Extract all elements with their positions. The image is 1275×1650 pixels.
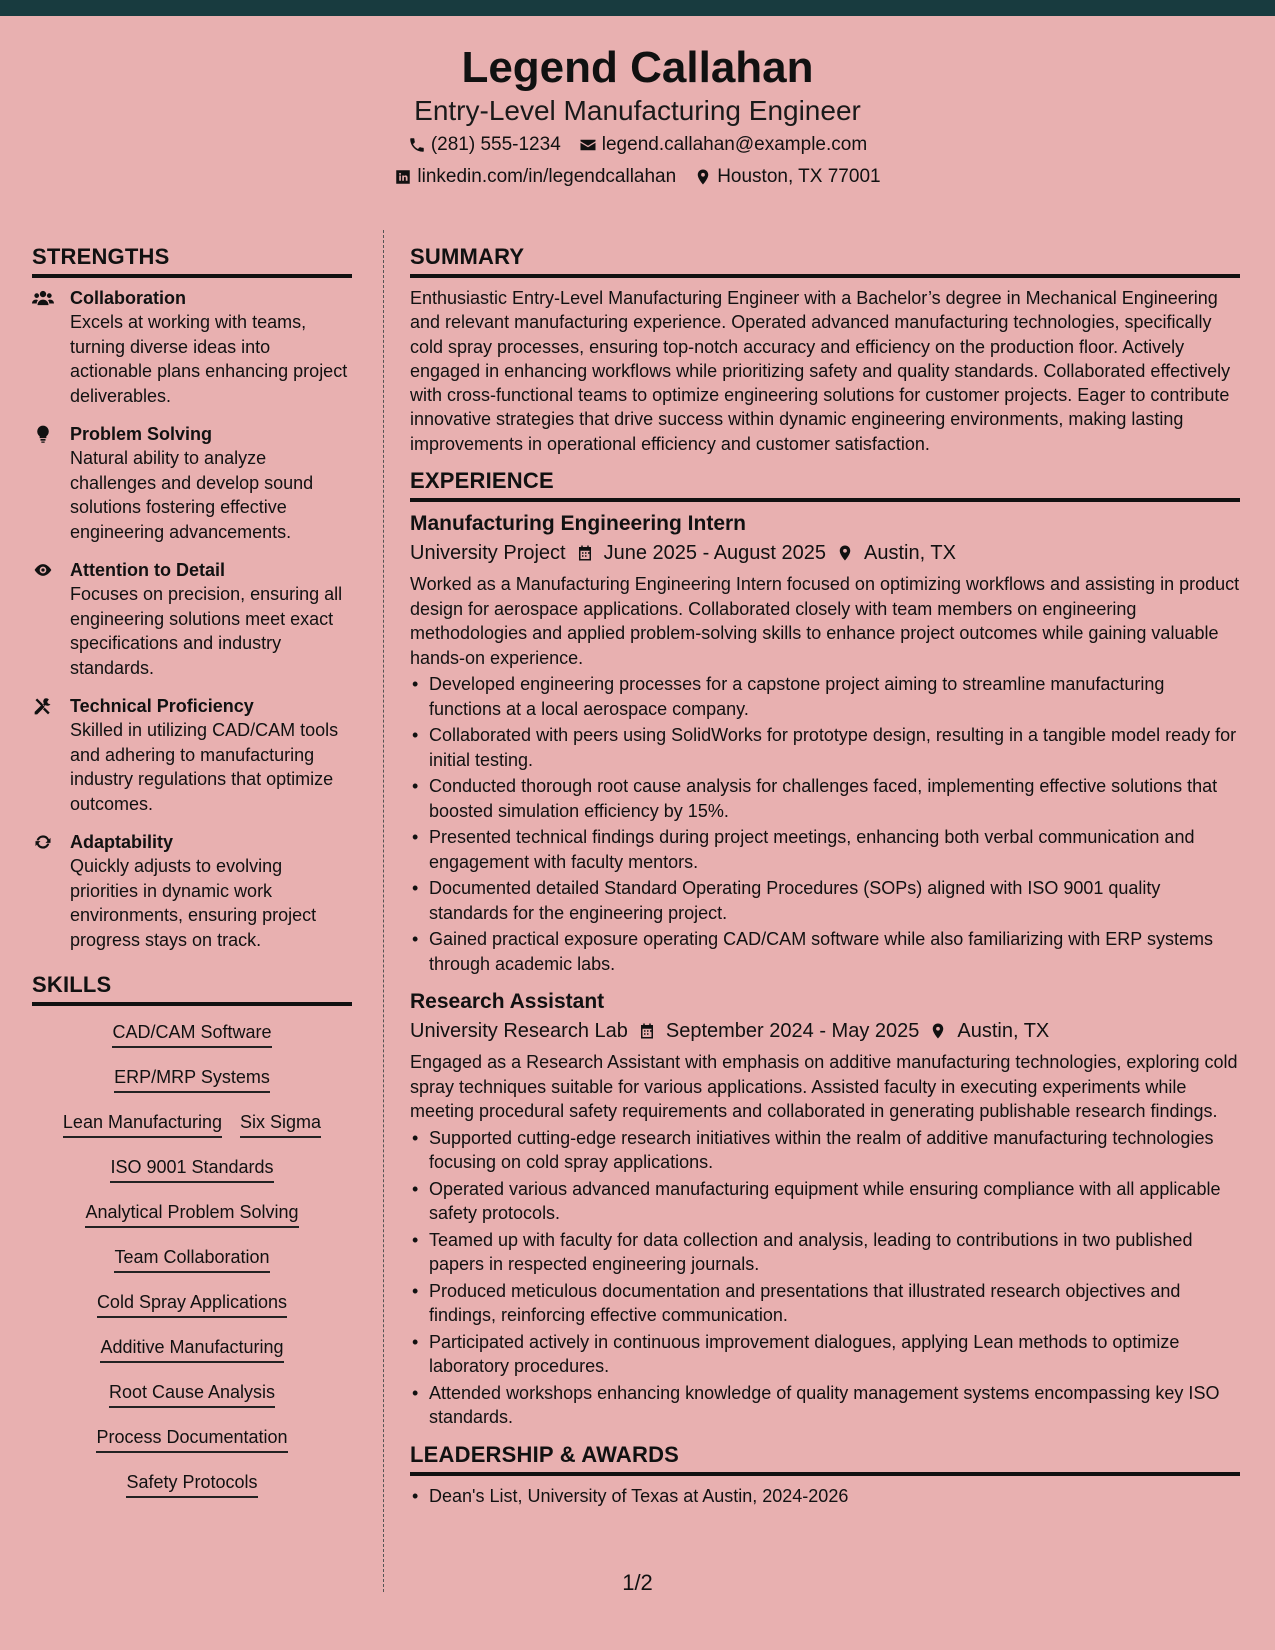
strength-desc: Skilled in utilizing CAD/CAM tools and adhering to manufacturing industry regulations that optimize outcomes. <box>70 720 339 814</box>
lightbulb-icon <box>32 424 54 444</box>
job-dates: September 2024 - May 2025 <box>665 1020 920 1043</box>
linkedin-contact[interactable] <box>394 166 676 189</box>
location-text: Houston, TX 77001 <box>717 166 881 187</box>
contact-row-1 <box>0 134 1275 157</box>
location-contact <box>694 166 880 189</box>
list-item: • Documented detailed Standard Operating Procedures (SOPs) aligned with ISO 9001 quality standards for the engineering project. <box>410 876 1240 925</box>
skill-tag: Process Documentation <box>96 1425 287 1453</box>
page-number: 1/2 <box>622 1570 653 1595</box>
job-description: Worked as a Manufacturing Engineering Intern focused on optimizing workflows and assisting in product design for aerospace applications. Collaborated closely with team members on engineering methodologies and applied problem-solving skills to enhance project outcomes while gaining valuable hands-on experience. <box>410 574 1240 668</box>
strength-desc: Quickly adjusts to evolving priorities in dynamic work environments, ensuring project progress stays on track. <box>70 856 317 950</box>
list-item: • Developed engineering processes for a capstone project aiming to streamline manufacturing functions at a local aerospace company. <box>410 672 1240 721</box>
job-location: Austin, TX <box>864 542 956 565</box>
candidate-name: Legend Callahan <box>461 43 814 92</box>
strength-name: Attention to Detail <box>70 560 225 580</box>
job-description: Engaged as a Research Assistant with emphasis on additive manufacturing technologies, exploring cold spray techniques suitable for various applications. Assisted faculty in executing experiments while meeting procedural safety requirements and collaborated in generating publishable research findings. <box>410 1052 1238 1122</box>
skills-heading: SKILLS <box>32 972 352 1006</box>
list-item: • Collaborated with peers using SolidWorks for prototype design, resulting in a tangible model ready for initial testing. <box>410 723 1240 772</box>
job-dates: June 2025 - August 2025 <box>603 542 827 565</box>
job-entry <box>410 988 1240 1430</box>
email-contact[interactable] <box>579 134 867 157</box>
envelope-icon <box>579 136 597 154</box>
phone-contact <box>408 134 561 157</box>
job-bullets <box>410 672 1240 976</box>
summary-text: Enthusiastic Entry-Level Manufacturing Engineer with a Bachelor’s degree in Mechanical Engineering and relevant manufacturing experience. Operated advanced manufacturing technologies, specifically cold spray processes, ensuring top-notch accuracy and efficiency on the production floor. Actively engaged in enhancing workflows while prioritizing safety and quality standards. Collaborated effectively with cross-functional teams to optimize engineering solutions for customer projects. Eager to contribute innovative strategies that drive success within dynamic engineering environments, making lasting improvements in operational efficiency and customer satisfaction. <box>410 288 1231 454</box>
strength-item <box>32 694 352 816</box>
list-item: • Conducted thorough root cause analysis for challenges faced, implementing effective solutions that boosted simulation efficiency by 15%. <box>410 774 1240 823</box>
summary-heading: SUMMARY <box>410 244 1240 278</box>
candidate-role: Entry-Level Manufacturing Engineer <box>414 95 861 126</box>
phone-icon <box>408 136 426 154</box>
list-item: • Gained practical exposure operating CAD/CAM software while also familiarizing with ERP systems through academic labs. <box>410 927 1240 976</box>
strength-item <box>32 286 352 408</box>
job-bullets <box>410 1126 1240 1430</box>
list-item: • Attended workshops enhancing knowledge of quality management systems encompassing key ISO standards. <box>410 1381 1240 1430</box>
strength-name: Adaptability <box>70 832 174 852</box>
calendar-icon <box>576 543 594 563</box>
job-entry <box>410 510 1240 976</box>
email-text: legend.callahan@example.com <box>601 134 868 155</box>
resume-header <box>0 16 1275 204</box>
contact-row-2 <box>0 166 1275 189</box>
map-marker-icon <box>694 168 712 186</box>
strength-name: Collaboration <box>70 288 186 308</box>
list-item: • Participated actively in continuous improvement dialogues, applying Lean methods to optimize laboratory procedures. <box>410 1330 1240 1379</box>
list-item: • Operated various advanced manufacturing equipment while ensuring compliance with all applicable safety protocols. <box>410 1177 1240 1226</box>
strength-item <box>32 558 352 680</box>
skill-tag: ISO 9001 Standards <box>110 1155 273 1183</box>
map-marker-icon <box>929 1021 947 1041</box>
strength-item <box>32 830 352 952</box>
skill-tag: CAD/CAM Software <box>112 1020 271 1048</box>
strengths-heading: STRENGTHS <box>32 244 352 278</box>
skill-tag: Analytical Problem Solving <box>85 1200 298 1228</box>
column-divider <box>383 230 384 1592</box>
list-item: • Dean's List, University of Texas at Austin, 2024-2026 <box>410 1484 1240 1509</box>
job-meta <box>410 1016 1240 1046</box>
users-icon <box>32 288 54 308</box>
skill-tag: Team Collaboration <box>114 1245 269 1273</box>
strength-name: Technical Proficiency <box>70 696 254 716</box>
job-title: Research Assistant <box>410 990 605 1014</box>
job-location: Austin, TX <box>957 1020 1050 1043</box>
left-column <box>32 244 352 1498</box>
calendar-icon <box>638 1021 656 1041</box>
linkedin-text: linkedin.com/in/legendcallahan <box>417 166 677 187</box>
job-meta <box>410 538 1240 568</box>
right-column <box>410 244 1240 1520</box>
skill-tag: ERP/MRP Systems <box>114 1065 270 1093</box>
strength-name: Problem Solving <box>70 424 213 444</box>
list-item: • Supported cutting-edge research initiatives within the realm of additive manufacturing technologies focusing on cold spray applications. <box>410 1126 1240 1175</box>
linkedin-icon <box>394 168 412 186</box>
job-title: Manufacturing Engineering Intern <box>410 512 747 536</box>
tools-icon <box>32 696 54 716</box>
map-marker-icon <box>836 543 854 563</box>
skill-tag: Cold Spray Applications <box>97 1290 287 1318</box>
strength-desc: Excels at working with teams, turning diverse ideas into actionable plans enhancing project deliverables. <box>70 312 348 406</box>
job-org: University Project <box>410 542 566 565</box>
job-org: University Research Lab <box>410 1020 628 1043</box>
skill-tag: Six Sigma <box>240 1110 321 1138</box>
list-item: • Produced meticulous documentation and presentations that illustrated research objectives and findings, reinforcing effective communication. <box>410 1279 1240 1328</box>
eye-icon <box>32 560 54 580</box>
strength-desc: Natural ability to analyze challenges and develop sound solutions fostering effective engineering advancements. <box>70 448 314 542</box>
list-item: • Teamed up with faculty for data collection and analysis, leading to contributions in two published papers in respected engineering journals. <box>410 1228 1240 1277</box>
leadership-heading: LEADERSHIP & AWARDS <box>410 1442 1240 1476</box>
skill-tag: Root Cause Analysis <box>109 1380 275 1408</box>
skills-list <box>32 1020 352 1498</box>
strength-desc: Focuses on precision, ensuring all engineering solutions meet exact specifications and industry standards. <box>70 584 343 678</box>
sync-icon <box>32 832 54 852</box>
phone-text: (281) 555-1234 <box>430 134 561 155</box>
top-bar <box>0 0 1275 16</box>
experience-heading: EXPERIENCE <box>410 468 1240 502</box>
skill-tag: Additive Manufacturing <box>100 1335 283 1363</box>
list-item: • Presented technical findings during project meetings, enhancing both verbal communication and engagement with faculty mentors. <box>410 825 1240 874</box>
strength-item <box>32 422 352 544</box>
skill-tag: Safety Protocols <box>126 1470 257 1498</box>
leadership-list <box>410 1484 1240 1509</box>
skill-tag: Lean Manufacturing <box>63 1110 222 1138</box>
